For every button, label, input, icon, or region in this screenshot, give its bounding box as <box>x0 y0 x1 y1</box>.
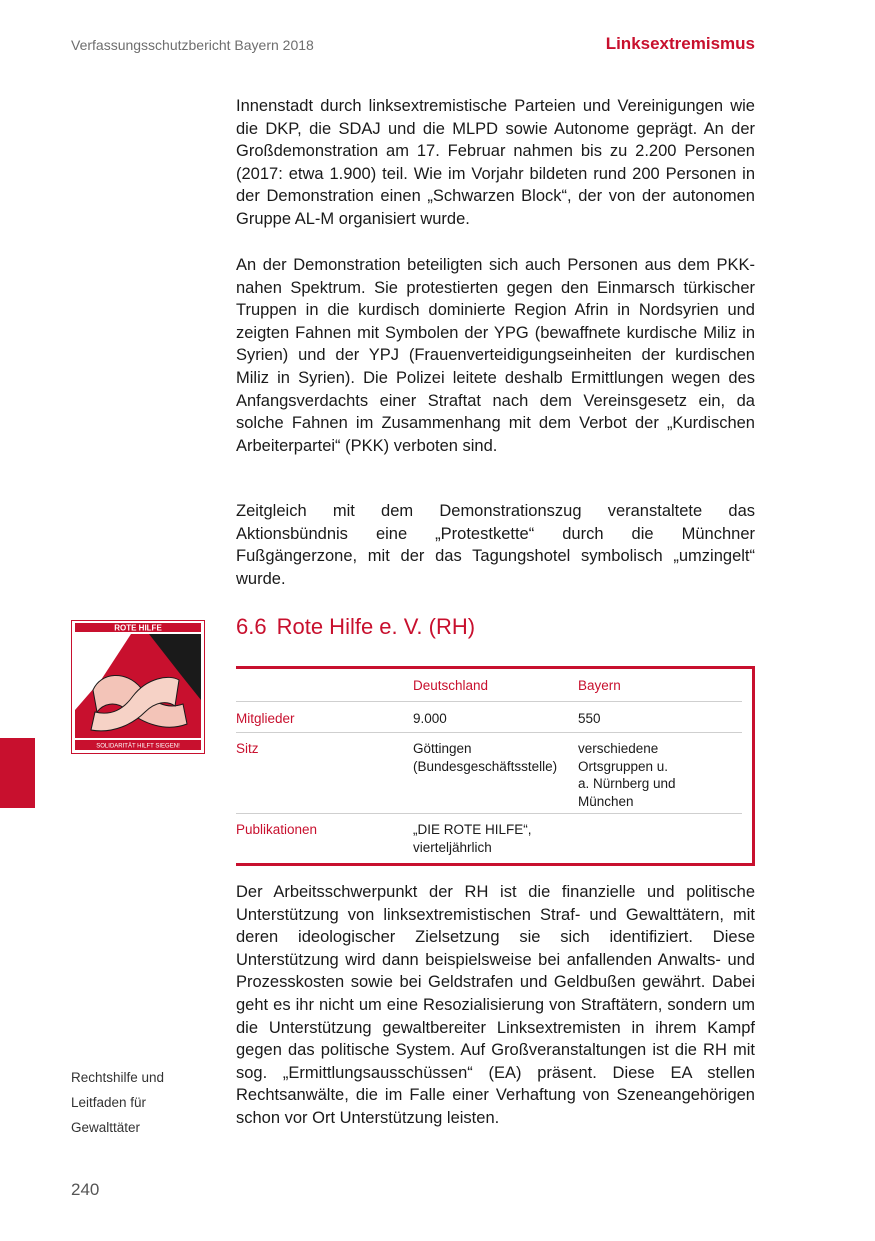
row-label: Publikationen <box>236 822 318 837</box>
chapter-title: Linksextremismus <box>605 34 755 53</box>
paragraph-4: Der Arbeitsschwerpunkt der RH ist die finanzielle und politische Unterstützung von linksextremistischen Straf- und Gewalttätern, mit deren ideologischer Zielsetzung sie sich identifiziert. Diese Unterstützung wird dann beispielsweise bei anfallenden Anwalts- und Prozesskosten sowie bei Geldstrafen und Geldbußen gewährt. Dabei geht es ihr nicht um eine Resozialisierung von Straftätern, sondern um die Unterstützung gewaltbereiter Linksextremisten in ihrem Kampf gegen das politische System. Auf Großveranstaltungen ist die RH mit sog. „Ermittlungsausschüssen“ (EA) präsent. Diese EA stellen Rechtsanwälte, die im Falle einer Verhaftung von Szeneangehörigen schon vor Ort Unterstützung leisten. <box>236 883 755 1127</box>
margin-note: Rechtshilfe und Leitfaden für Gewalttäter <box>71 1070 165 1135</box>
row-label: Sitz <box>236 741 259 756</box>
section-heading <box>236 614 475 640</box>
table-header-bayern: Bayern <box>578 678 621 693</box>
table-row-sitz <box>236 733 742 814</box>
rote-hilfe-logo <box>71 620 205 754</box>
logo-bottom-text: SOLIDARITÄT HILFT SIEGEN! <box>96 743 180 750</box>
chapter-tab-marker <box>0 738 35 808</box>
table-row-mitglieder <box>236 702 742 733</box>
table-header-deutschland: Deutschland <box>413 678 489 693</box>
section-title-text: Rote Hilfe e. V. (RH) <box>276 614 476 639</box>
page-number: 240 <box>71 1180 100 1199</box>
paragraph-1: Innenstadt durch linksextremistische Parteien und Vereinigungen wie die DKP, die SDAJ und die MLPD sowie Autonome geprägt. An der Großdemonstration am 17. Februar nahmen bis zu 2.200 Personen (2017: etwa 1.900) teil. Wie im Vorjahr bildeten rund 200 Personen in der Demonstration einen „Schwarzen Block“, der von der autonomen Gruppe AL-M organisiert wurde. <box>236 97 755 228</box>
cell-deutschland: Göttingen (Bundesgeschäftsstelle) <box>413 741 558 774</box>
paragraph-2: An der Demonstration beteiligten sich auch Personen aus dem PKK-nahen Spektrum. Sie protestierten gegen den Einmarsch türkischer Truppen in die kurdisch dominierte Region Afrin in Nordsyrien und zeigten Fahnen mit Symbolen der YPG (bewaffnete kurdische Miliz in Syrien) und der YPJ (Frauenverteidigungseinheiten der kurdischen Miliz in Syrien). Die Polizei leitete deshalb Ermittlungen wegen des Anfangsverdachts einer Straftat nach dem Vereinsgesetz ein, da solche Fahnen im Zusammenhang mit dem Verbot der „Kurdischen Arbeiterpartei“ (PKK) verboten sind. <box>236 256 755 455</box>
table-row-publikationen <box>236 814 742 863</box>
row-label: Mitglieder <box>236 711 295 726</box>
logo-top-text: ROTE HILFE <box>114 623 162 633</box>
cell-bayern: 550 <box>578 711 601 726</box>
organization-info-table <box>236 666 755 866</box>
table-header-row <box>236 669 742 702</box>
cell-bayern: verschiedene Ortsgruppen u. a. Nürnberg und München <box>578 741 676 809</box>
cell-deutschland: „DIE ROTE HILFE“, vierteljährlich <box>413 822 532 855</box>
publication-title: Verfassungsschutzbericht Bayern 2018 <box>71 37 314 53</box>
section-number: 6.6 <box>236 614 267 639</box>
cell-deutschland: 9.000 <box>413 711 447 726</box>
paragraph-3: Zeitgleich mit dem Demonstrationszug veranstaltete das Aktionsbündnis eine „Protestkette“ durch die Münchner Fußgängerzone, mit der das Tagungshotel symbolisch „umzingelt“ wurde. <box>236 502 755 588</box>
